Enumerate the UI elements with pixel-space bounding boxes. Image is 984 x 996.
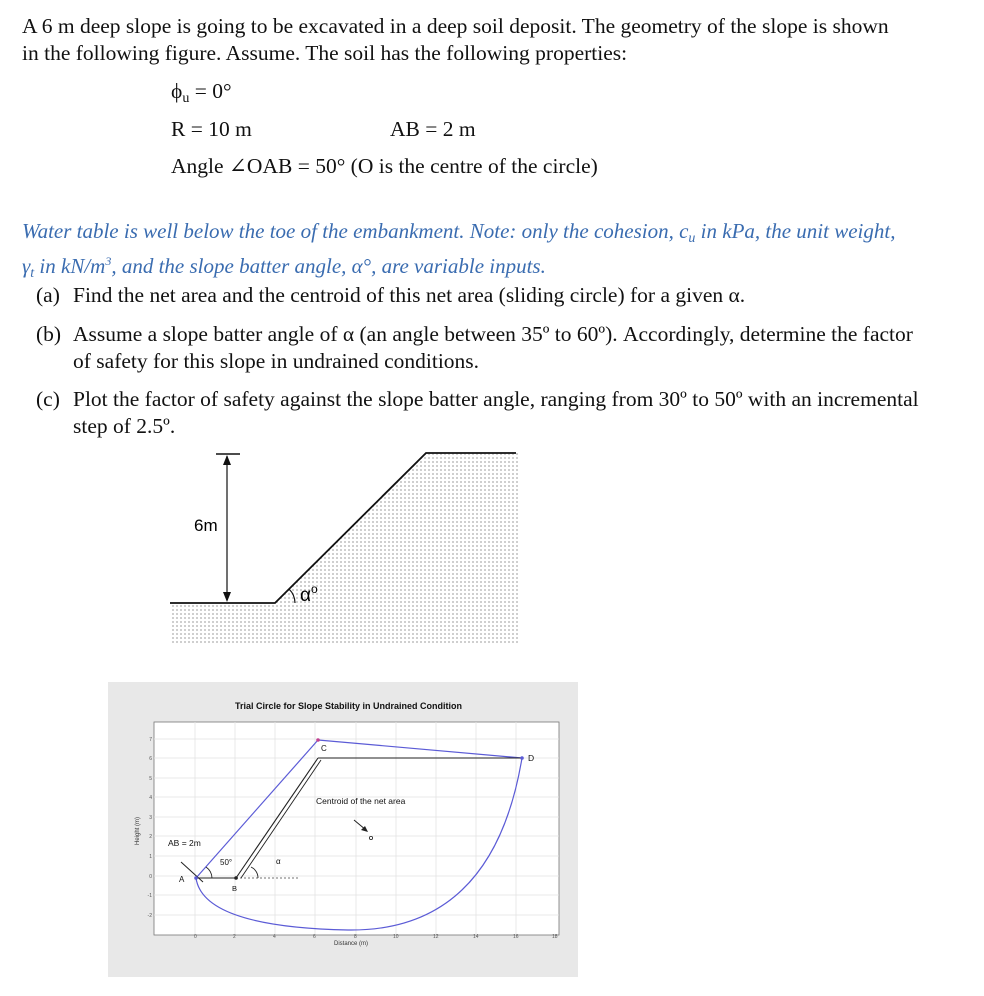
- soil-fill: [170, 453, 518, 645]
- y-tick: 2: [149, 834, 152, 840]
- question-c-text-2: step of 2.5º.: [73, 414, 176, 438]
- point-b-marker: [234, 876, 238, 880]
- x-tick: 16: [513, 934, 519, 940]
- property-angle: Angle ∠OAB = 50° (O is the centre of the circle): [171, 154, 598, 178]
- property-ab: AB = 2 m: [390, 117, 476, 141]
- x-tick: 18: [552, 934, 558, 940]
- slope-geometry-figure: [160, 445, 530, 650]
- y-tick: 4: [149, 795, 152, 801]
- question-b-label: (b): [36, 322, 62, 346]
- intro-line-2: in the following figure. Assume. The soil has the following properties:: [22, 41, 628, 65]
- point-c-marker: [316, 738, 320, 742]
- x-tick: 14: [473, 934, 479, 940]
- y-tick: 3: [149, 815, 152, 821]
- property-radius: R = 10 m: [171, 117, 252, 141]
- x-tick: 0: [194, 934, 197, 940]
- y-tick-labels: [148, 737, 153, 919]
- x-tick: 10: [393, 934, 399, 940]
- question-c-label: (c): [36, 387, 60, 411]
- y-tick: 1: [149, 854, 152, 860]
- x-tick: 2: [233, 934, 236, 940]
- plot-axes-area: [154, 722, 559, 935]
- x-axis-label: Distance (m): [334, 941, 369, 947]
- x-tick: 6: [313, 934, 316, 940]
- y-tick: 6: [149, 756, 152, 762]
- note-line-2: $\gamma_t$ in $kN/m^3$, and the slope batter angle, α°, are variable inputs.: [22, 254, 546, 281]
- angle-50-label: 50°: [220, 858, 233, 867]
- point-b-label: B: [232, 884, 238, 893]
- y-tick: 7: [149, 737, 152, 743]
- point-c-label: C: [321, 744, 327, 753]
- y-tick: -2: [147, 913, 152, 919]
- plot-title: Trial Circle for Slope Stability in Undrained Condition: [235, 701, 463, 711]
- trial-circle-svg: [108, 682, 578, 977]
- ab-label: AB = 2m: [168, 838, 201, 848]
- x-tick: 12: [433, 934, 439, 940]
- y-tick: 0: [149, 874, 152, 880]
- question-a-text: Find the net area and the centroid of this net area (sliding circle) for a given α.: [73, 283, 746, 307]
- centroid-label: Centroid of the net area: [316, 796, 406, 806]
- depth-label: 6m: [194, 516, 218, 535]
- point-a-marker: [194, 876, 198, 880]
- note-line-1: Water table is well below the toe of the embankment. Note: only the cohesion, $c_u$ in kPa, the unit weight,: [22, 219, 896, 246]
- y-tick: 5: [149, 776, 152, 782]
- trial-circle-plot: [108, 682, 578, 977]
- depth-arrow-bottom: [223, 592, 231, 602]
- x-tick: 8: [354, 934, 357, 940]
- question-b-text-2: of safety for this slope in undrained conditions.: [73, 349, 480, 373]
- slope-angle-label: $\alpha^o$: [300, 582, 318, 606]
- question-a-label: (a): [36, 283, 60, 307]
- x-tick: 4: [273, 934, 276, 940]
- point-a-label: A: [179, 875, 185, 884]
- question-c-text-1: Plot the factor of safety against the slope batter angle, ranging from 30º to 50º with an incremental: [73, 387, 919, 411]
- y-tick: -1: [147, 893, 152, 899]
- point-d-marker: [520, 756, 524, 760]
- intro-line-1: A 6 m deep slope is going to be excavated in a deep soil deposit. The geometry of the slope is shown: [22, 14, 889, 38]
- alpha-label: α: [276, 857, 281, 866]
- question-b-text-1: Assume a slope batter angle of α (an angle between 35º to 60º). Accordingly, determine the factor: [73, 322, 913, 346]
- property-phi: $\phi_u = 0^\circ$: [171, 79, 232, 106]
- point-d-label: D: [528, 753, 535, 763]
- depth-arrow-top: [223, 455, 231, 465]
- y-axis-label: Height (m): [135, 816, 141, 845]
